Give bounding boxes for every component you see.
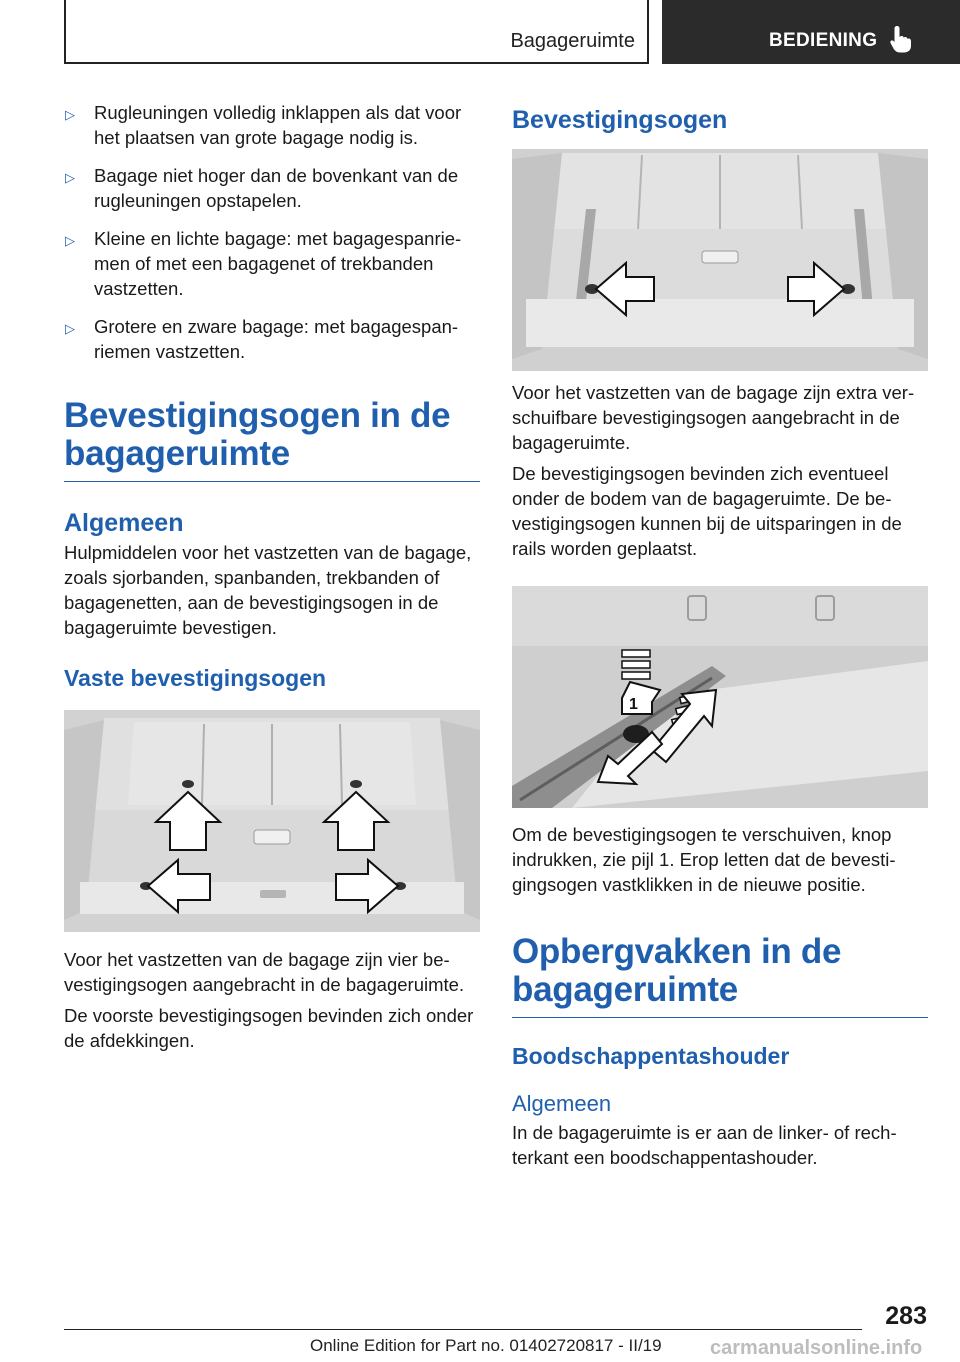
sliding-eyes-paragraph-2: De bevestigingsogen bevinden zich eventueel onder de bodem van de bagageruimte. De bevestigingsogen kunnen bij de uitsparingen in de rails worden geplaatst. [512,463,902,559]
figure-callout-1: 1 [629,696,638,713]
fixed-eyes-paragraph-1: Voor het vastzetten van de bagage zijn vier bevestigingsogen aangebracht in de bagageruimte. [64,949,465,995]
triangle-right-icon: ▷ [65,170,75,185]
edition-note: Online Edition for Part no. 01402720817 - II/19 [310,1336,662,1355]
section-title-storage: Opbergvakken in de bagageruimte [512,933,928,1018]
right-column [512,100,928,1176]
subheading-general: Algemeen [64,509,184,537]
list-item [64,100,480,150]
triangle-right-icon: ▷ [65,233,75,248]
bullet-text: Kleine en lichte bagage: met bagagespanriemen of met een bagagenet of trekbanden vastzetten. [94,228,462,299]
bullet-list [64,100,480,364]
fixed-eyes-paragraph-2: De voorste bevestigingsogen bevinden zich onder de afdekkingen. [64,1005,474,1051]
bullet-text: Rugleuningen volledig inklappen als dat voor het plaatsen van grote bagage nodig is. [94,102,462,148]
pointing-hand-icon [888,24,914,54]
header-chapter-label: BEDIENING [769,30,878,51]
sliding-eyes-paragraph-3: Om de bevestigingsogen te verschuiven, knop indrukken, zie pijl 1. Erop letten dat de bevestigingsogen vastklikken in de nieuwe positie. [512,824,896,895]
figure-rail-detail [512,586,928,808]
subheading-fixed-eyes: Vaste bevestigingsogen [64,665,327,691]
page-number: 283 [885,1302,927,1330]
section-title-fastening-eyes: Bevestigingsogen in de bagageruimte [64,397,480,482]
list-item [64,163,480,213]
left-column [64,100,480,1059]
figure-fixed-eyes [64,710,480,932]
trunk-illustration [64,710,480,932]
subheading-fastening-eyes: Bevestigingsogen [512,106,728,134]
bullet-text: Grotere en zware bagage: met bagagespanriemen vastzetten. [94,316,459,362]
list-item [64,314,480,364]
list-item [64,226,480,301]
subheading-general-2: Algemeen [512,1091,612,1116]
rail-detail-illustration [512,586,928,808]
header-section-label: Bagageruimte [510,30,635,52]
triangle-right-icon: ▷ [65,321,75,336]
header-chapter-box [662,0,960,64]
shopping-bag-paragraph: In de bagageruimte is er aan de linker- of rechterkant een boodschappentashouder. [512,1122,897,1168]
subheading-shopping-bag-holder: Boodschappentashouder [512,1043,790,1069]
general-paragraph: Hulpmiddelen voor het vastzetten van de bagage, zoals sjorbanden, spanbanden, trekbanden of bagagenetten, aan de bevestigingsogen in de bagageruimte bevestigen. [64,542,472,638]
trunk-rails-illustration [512,149,928,371]
figure-sliding-eyes [512,149,928,371]
bullet-text: Bagage niet hoger dan de bovenkant van de rugleuningen opstapelen. [94,165,459,211]
sliding-eyes-paragraph-1: Voor het vastzetten van de bagage zijn extra verschuifbare bevestigingsogen aangebracht in de bagageruimte. [512,382,915,453]
footer-rule [64,1329,862,1330]
watermark: carmanualsonline.info [710,1337,923,1359]
header-section-box [64,0,649,64]
triangle-right-icon: ▷ [65,107,75,122]
